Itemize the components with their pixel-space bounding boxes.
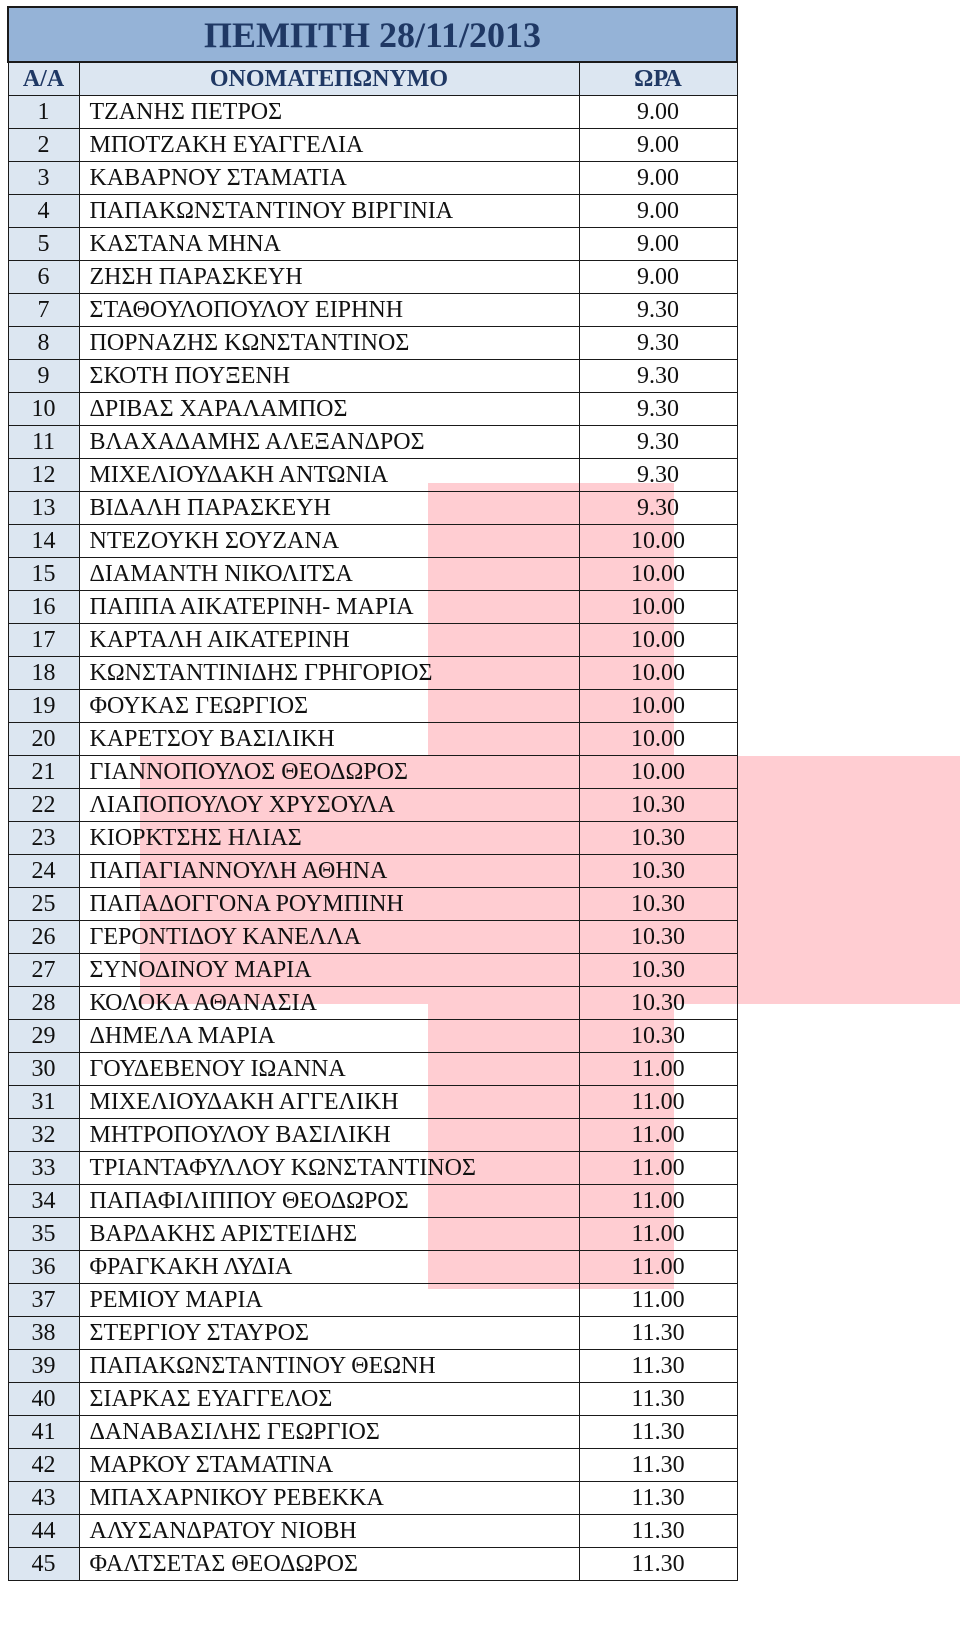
table-body [8,95,737,1580]
title-row [8,7,737,62]
row-time: 10.30 [579,953,737,986]
row-number: 12 [8,458,79,491]
table-row [8,1481,737,1514]
row-fullname: ΤΡΙΑΝΤΑΦΥΛΛΟΥ ΚΩΝΣΤΑΝΤΙΝΟΣ [79,1151,579,1184]
row-time: 10.00 [579,755,737,788]
table-row [8,1217,737,1250]
row-number: 26 [8,920,79,953]
table-row [8,1382,737,1415]
table-row [8,986,737,1019]
table-row [8,1283,737,1316]
row-number: 38 [8,1316,79,1349]
table-row [8,491,737,524]
row-time: 10.00 [579,722,737,755]
row-number: 37 [8,1283,79,1316]
row-number: 36 [8,1250,79,1283]
table-row [8,557,737,590]
row-number: 33 [8,1151,79,1184]
row-time: 10.00 [579,656,737,689]
header-name: ΟΝΟΜΑΤΕΠΩΝΥΜΟ [79,62,579,95]
row-number: 18 [8,656,79,689]
row-fullname: ΚΑΡΕΤΣΟΥ ΒΑΣΙΛΙΚΗ [79,722,579,755]
row-number: 24 [8,854,79,887]
row-time: 11.30 [579,1547,737,1580]
table-row [8,95,737,128]
table-row [8,788,737,821]
row-number: 30 [8,1052,79,1085]
row-fullname: ΠΟΡΝΑΖΗΣ ΚΩΝΣΤΑΝΤΙΝΟΣ [79,326,579,359]
schedule-sheet [7,6,736,1581]
row-fullname: ΓΕΡΟΝΤΙΔΟΥ ΚΑΝΕΛΛΑ [79,920,579,953]
row-number: 29 [8,1019,79,1052]
row-fullname: ΚΑΒΑΡΝΟΥ ΣΤΑΜΑΤΙΑ [79,161,579,194]
row-time: 9.30 [579,293,737,326]
row-fullname: ΣΤΑΘΟΥΛΟΠΟΥΛΟΥ ΕΙΡΗΝΗ [79,293,579,326]
row-number: 39 [8,1349,79,1382]
row-time: 11.00 [579,1052,737,1085]
row-time: 10.00 [579,590,737,623]
row-fullname: ΖΗΣΗ ΠΑΡΑΣΚΕΥΗ [79,260,579,293]
row-fullname: ΣΤΕΡΓΙΟΥ ΣΤΑΥΡΟΣ [79,1316,579,1349]
row-fullname: ΠΑΠΑΔΟΓΓΟΝΑ ΡΟΥΜΠΙΝΗ [79,887,579,920]
table-row [8,1184,737,1217]
row-fullname: ΒΑΡΔΑΚΗΣ ΑΡΙΣΤΕΙΔΗΣ [79,1217,579,1250]
header-time: ΩΡΑ [579,62,737,95]
row-time: 9.30 [579,326,737,359]
row-fullname: ΜΙΧΕΛΙΟΥΔΑΚΗ ΑΓΓΕΛΙΚΗ [79,1085,579,1118]
table-row [8,1151,737,1184]
table-row [8,722,737,755]
row-time: 11.00 [579,1184,737,1217]
row-number: 14 [8,524,79,557]
row-number: 45 [8,1547,79,1580]
table-row [8,359,737,392]
row-time: 9.00 [579,260,737,293]
table-row [8,194,737,227]
row-number: 7 [8,293,79,326]
table-row [8,821,737,854]
table-row [8,392,737,425]
table-row [8,1085,737,1118]
table-row [8,755,737,788]
row-number: 9 [8,359,79,392]
row-fullname: ΑΛΥΣΑΝΔΡΑΤΟΥ ΝΙΟΒΗ [79,1514,579,1547]
table-row [8,1415,737,1448]
row-fullname: ΚΑΡΤΑΛΗ ΑΙΚΑΤΕΡΙΝΗ [79,623,579,656]
table-row [8,854,737,887]
row-fullname: ΔΑΝΑΒΑΣΙΛΗΣ ΓΕΩΡΓΙΟΣ [79,1415,579,1448]
row-number: 1 [8,95,79,128]
row-number: 17 [8,623,79,656]
table-row [8,128,737,161]
row-time: 11.00 [579,1217,737,1250]
row-time: 11.30 [579,1349,737,1382]
table-row [8,1250,737,1283]
row-fullname: ΠΑΠΠΑ ΑΙΚΑΤΕΡΙΝΗ- ΜΑΡΙΑ [79,590,579,623]
row-time: 10.30 [579,821,737,854]
row-time: 10.30 [579,1019,737,1052]
row-number: 8 [8,326,79,359]
table-row [8,524,737,557]
schedule-table [7,6,738,1581]
row-number: 23 [8,821,79,854]
row-fullname: ΚΑΣΤΑΝΑ ΜΗΝΑ [79,227,579,260]
row-fullname: ΠΑΠΑΚΩΝΣΤΑΝΤΙΝΟΥ ΘΕΩΝΗ [79,1349,579,1382]
row-fullname: ΦΡΑΓΚΑΚΗ ΛΥΔΙΑ [79,1250,579,1283]
table-row [8,1349,737,1382]
row-time: 10.00 [579,557,737,590]
row-number: 28 [8,986,79,1019]
table-row [8,326,737,359]
row-time: 11.00 [579,1118,737,1151]
table-row [8,590,737,623]
row-time: 9.00 [579,161,737,194]
row-fullname: ΣΥΝΟΔΙΝΟΥ ΜΑΡΙΑ [79,953,579,986]
row-number: 35 [8,1217,79,1250]
row-number: 13 [8,491,79,524]
row-time: 9.30 [579,359,737,392]
row-fullname: ΔΡΙΒΑΣ ΧΑΡΑΛΑΜΠΟΣ [79,392,579,425]
table-row [8,887,737,920]
table-row [8,1019,737,1052]
table-row [8,1052,737,1085]
row-number: 22 [8,788,79,821]
row-number: 42 [8,1448,79,1481]
row-fullname: ΜΙΧΕΛΙΟΥΔΑΚΗ ΑΝΤΩΝΙΑ [79,458,579,491]
row-number: 5 [8,227,79,260]
row-fullname: ΦΑΛΤΣΕΤΑΣ ΘΕΟΔΩΡΟΣ [79,1547,579,1580]
row-fullname: ΜΑΡΚΟΥ ΣΤΑΜΑΤΙΝΑ [79,1448,579,1481]
table-row [8,161,737,194]
row-time: 11.30 [579,1382,737,1415]
row-number: 32 [8,1118,79,1151]
row-fullname: ΤΖΑΝΗΣ ΠΕΤΡΟΣ [79,95,579,128]
row-fullname: ΔΗΜΕΛΑ ΜΑΡΙΑ [79,1019,579,1052]
row-time: 9.00 [579,194,737,227]
row-time: 11.00 [579,1250,737,1283]
row-fullname: ΔΙΑΜΑΝΤΗ ΝΙΚΟΛΙΤΣΑ [79,557,579,590]
row-number: 34 [8,1184,79,1217]
table-row [8,623,737,656]
header-index: Α/Α [8,62,79,95]
row-fullname: ΠΑΠΑΦΙΛΙΠΠΟΥ ΘΕΟΔΩΡΟΣ [79,1184,579,1217]
row-time: 9.30 [579,425,737,458]
row-fullname: ΓΟΥΔΕΒΕΝΟΥ ΙΩΑΝΝΑ [79,1052,579,1085]
table-row [8,1514,737,1547]
row-fullname: ΠΑΠΑΓΙΑΝΝΟΥΛΗ ΑΘΗΝΑ [79,854,579,887]
row-number: 15 [8,557,79,590]
row-time: 11.30 [579,1448,737,1481]
row-time: 11.30 [579,1415,737,1448]
row-fullname: ΒΙΔΑΛΗ ΠΑΡΑΣΚΕΥΗ [79,491,579,524]
row-time: 10.00 [579,524,737,557]
row-fullname: ΣΚΟΤΗ ΠΟΥΞΕΝΗ [79,359,579,392]
row-fullname: ΚΙΟΡΚΤΣΗΣ ΗΛΙΑΣ [79,821,579,854]
row-time: 9.30 [579,491,737,524]
row-fullname: ΣΙΑΡΚΑΣ ΕΥΑΓΓΕΛΟΣ [79,1382,579,1415]
row-number: 16 [8,590,79,623]
row-fullname: ΡΕΜΙΟΥ ΜΑΡΙΑ [79,1283,579,1316]
row-number: 11 [8,425,79,458]
table-row [8,227,737,260]
row-number: 27 [8,953,79,986]
table-row [8,920,737,953]
row-number: 4 [8,194,79,227]
table-row [8,1316,737,1349]
row-number: 19 [8,689,79,722]
row-time: 9.00 [579,128,737,161]
row-fullname: ΓΙΑΝΝΟΠΟΥΛΟΣ ΘΕΟΔΩΡΟΣ [79,755,579,788]
row-time: 11.00 [579,1283,737,1316]
row-time: 11.30 [579,1316,737,1349]
row-number: 10 [8,392,79,425]
row-number: 20 [8,722,79,755]
row-time: 10.30 [579,887,737,920]
table-row [8,425,737,458]
row-time: 9.00 [579,227,737,260]
row-number: 2 [8,128,79,161]
row-number: 41 [8,1415,79,1448]
row-time: 11.00 [579,1151,737,1184]
row-number: 25 [8,887,79,920]
row-number: 3 [8,161,79,194]
row-time: 10.30 [579,920,737,953]
row-fullname: ΠΑΠΑΚΩΝΣΤΑΝΤΙΝΟΥ ΒΙΡΓΙΝΙΑ [79,194,579,227]
row-time: 10.30 [579,788,737,821]
row-fullname: ΒΛΑΧΑΔΑΜΗΣ ΑΛΕΞΑΝΔΡΟΣ [79,425,579,458]
row-fullname: ΜΠΟΤΖΑΚΗ ΕΥΑΓΓΕΛΙΑ [79,128,579,161]
row-time: 11.00 [579,1085,737,1118]
table-row [8,1118,737,1151]
row-number: 21 [8,755,79,788]
row-fullname: ΝΤΕΖΟΥΚΗ ΣΟΥΖΑΝΑ [79,524,579,557]
row-time: 11.30 [579,1514,737,1547]
row-number: 31 [8,1085,79,1118]
header-row [8,62,737,95]
row-time: 10.00 [579,689,737,722]
row-time: 9.30 [579,458,737,491]
table-row [8,953,737,986]
row-fullname: ΜΗΤΡΟΠΟΥΛΟΥ ΒΑΣΙΛΙΚΗ [79,1118,579,1151]
table-row [8,260,737,293]
table-row [8,1448,737,1481]
row-fullname: ΜΠΑΧΑΡΝΙΚΟΥ ΡΕΒΕΚΚΑ [79,1481,579,1514]
row-number: 44 [8,1514,79,1547]
row-time: 9.30 [579,392,737,425]
row-time: 10.00 [579,623,737,656]
table-row [8,1547,737,1580]
table-row [8,458,737,491]
row-time: 10.30 [579,854,737,887]
row-fullname: ΚΟΛΟΚΑ ΑΘΑΝΑΣΙΑ [79,986,579,1019]
row-number: 6 [8,260,79,293]
row-time: 10.30 [579,986,737,1019]
table-row [8,689,737,722]
row-number: 40 [8,1382,79,1415]
table-row [8,293,737,326]
row-time: 11.30 [579,1481,737,1514]
row-time: 9.00 [579,95,737,128]
page-title: ΠΕΜΠΤΗ 28/11/2013 [8,7,737,62]
row-number: 43 [8,1481,79,1514]
row-fullname: ΦΟΥΚΑΣ ΓΕΩΡΓΙΟΣ [79,689,579,722]
table-row [8,656,737,689]
row-fullname: ΛΙΑΠΟΠΟΥΛΟΥ ΧΡΥΣΟΥΛΑ [79,788,579,821]
row-fullname: ΚΩΝΣΤΑΝΤΙΝΙΔΗΣ ΓΡΗΓΟΡΙΟΣ [79,656,579,689]
